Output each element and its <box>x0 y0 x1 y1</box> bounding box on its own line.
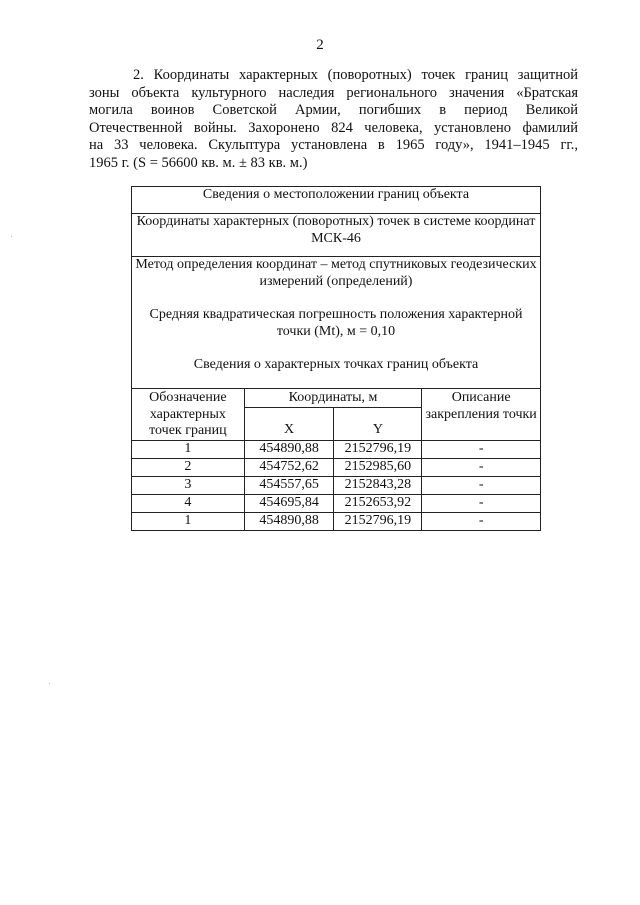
paragraph-line: зоны объекта культурного наследия регионального значения «Братская <box>89 84 578 101</box>
point-cell: 1 <box>132 512 245 530</box>
paragraph-line: 2. Координаты характерных (поворотных) точек границ защитной <box>133 67 578 83</box>
description-cell: - <box>422 494 541 512</box>
description-cell: - <box>422 440 541 458</box>
y-cell: 2152843,28 <box>334 476 422 494</box>
column-header-description: Описание закрепления точки <box>422 389 541 441</box>
x-cell: 454890,88 <box>244 440 334 458</box>
scan-speck <box>49 683 50 684</box>
table-row <box>132 512 541 530</box>
y-cell: 2152796,19 <box>334 512 422 530</box>
coordinates-paragraph <box>89 67 578 173</box>
table-row <box>132 440 541 458</box>
description-cell: - <box>422 512 541 530</box>
table-row <box>132 494 541 512</box>
point-cell: 4 <box>132 494 245 512</box>
point-cell: 1 <box>132 440 245 458</box>
points-info-title: Сведения о характерных точках границ объекта <box>193 357 479 372</box>
point-cell: 3 <box>132 476 245 494</box>
y-cell: 2152796,19 <box>334 440 422 458</box>
column-header-designation: Обозначение характерных точек границ <box>132 389 245 441</box>
description-cell: - <box>422 476 541 494</box>
method-block <box>132 257 541 389</box>
paragraph-line: могила воинов Советской Армии, погибших в период Великой <box>89 102 578 119</box>
boundary-coordinates-table <box>131 186 541 531</box>
x-cell: 454752,62 <box>244 458 334 476</box>
x-cell: 454695,84 <box>244 494 334 512</box>
x-cell: 454557,65 <box>244 476 334 494</box>
coordinate-system: Координаты характерных (поворотных) точек в системе координат МСК-46 <box>132 214 541 257</box>
accuracy-text: Средняя квадратическая погрешность положения характерной точки (Mt), м = 0,10 <box>149 307 523 339</box>
point-cell: 2 <box>132 458 245 476</box>
table-row <box>132 476 541 494</box>
paragraph-line: 1965 г. (S = 56600 кв. м. ± 83 кв. м.) <box>89 154 308 171</box>
x-cell: 454890,88 <box>244 512 334 530</box>
section-title: Сведения о местоположении границ объекта <box>132 187 541 214</box>
column-header-x: X <box>244 407 334 440</box>
method-text: Метод определения координат – метод спутниковых геодезических измерений (определений) <box>135 257 537 289</box>
column-header-y: Y <box>334 407 422 440</box>
y-cell: 2152653,92 <box>334 494 422 512</box>
description-cell: - <box>422 458 541 476</box>
scan-speck <box>11 236 12 237</box>
paragraph-line: на 33 человека. Скульптура установлена в 1965 году», 1941–1945 гг., <box>89 137 578 154</box>
column-header-coordinates: Координаты, м <box>244 389 422 408</box>
page-number: 2 <box>316 37 324 53</box>
paragraph-line: Отечественной войны. Захоронено 824 человека, установлено фамилий <box>89 119 578 136</box>
y-cell: 2152985,60 <box>334 458 422 476</box>
table-row <box>132 458 541 476</box>
